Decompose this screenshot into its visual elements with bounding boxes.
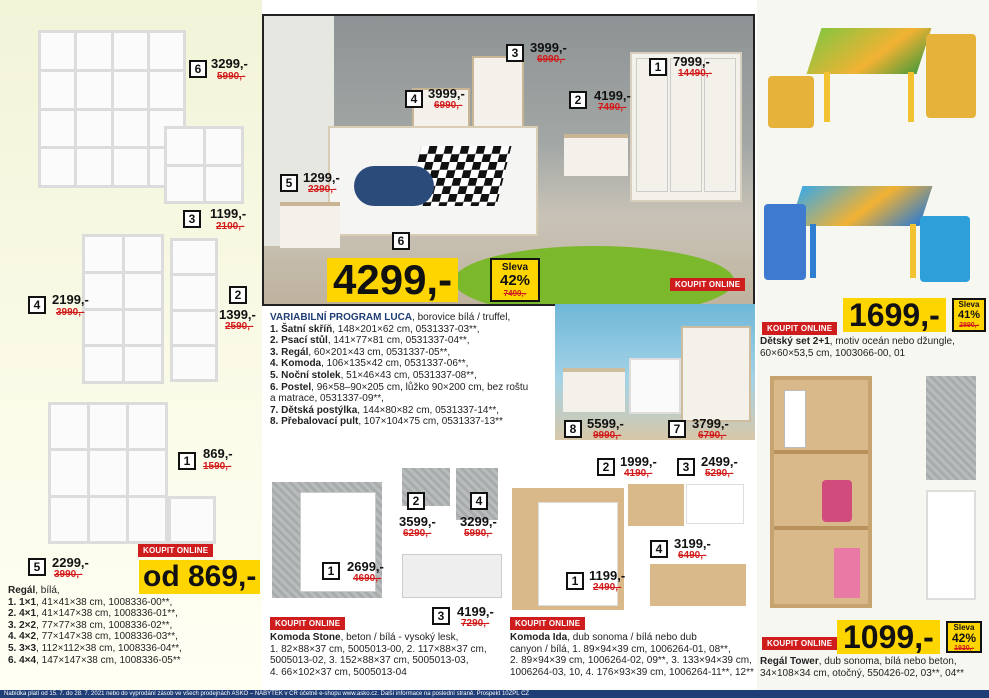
price: 3299,- [211,56,248,71]
old-price: 2100,- [216,221,245,232]
kids-set-ocean-image [762,180,984,298]
discount-badge: Sleva 41% 2890,- [952,298,986,332]
item-number: 5 [28,558,46,576]
item-number: 1 [649,58,667,76]
discount-badge: Sleva 42% 7490,- [490,258,540,302]
price: 1199,- [210,206,247,221]
item-number: 3 [677,458,695,476]
regal-description: Regál, bílá, 1. 1×1, 41×41×38 cm, 1008336-00**, 2. 4×1, 41×147×38 cm, 1008336-01**, 3. 2×2, 77×77×38 cm, 1008336-02**, 4. 4×2, 77×147×38 cm, 1008336-03**, 5. 3×3, 112×112×38 cm, 1008336-04**, 6. 4×4, 147×147×38 cm, 1008336-05** [8,585,182,666]
shelf-4x2-image [82,234,164,384]
item-number: 5 [280,174,298,192]
old-price: 5990,- [464,528,493,539]
buy-online-button[interactable]: KOUPIT ONLINE [270,617,345,630]
price: 1399,- [219,307,256,322]
kids-set-jungle-image [762,14,984,142]
shelf-1x1-image [168,496,216,544]
komoda-ida-description: Komoda Ida, dub sonoma / bílá nebo dub canyon / bílá, 1. 89×94×39 cm, 1006264-01, 08**, 2. 89×94×39 cm, 1006264-02, 09**, 3. 133×94×39 cm, 1006264-03, 10, 4. 176×93×39 cm, 1006264-11**, 12** [510,632,754,678]
item-number: 4 [470,492,488,510]
item-number: 3 [183,210,201,228]
old-price: 6290,- [403,528,432,539]
price: 2699,- [347,559,384,574]
item-number: 2 [597,458,615,476]
price: 3299,- [460,514,497,529]
item-number: 7 [668,420,686,438]
price: 2199,- [52,292,89,307]
price: 3199,- [674,536,711,551]
price: 1299,- [303,170,340,185]
old-price: 7290,- [461,618,490,629]
price: 3999,- [530,40,567,55]
price: 3999,- [428,86,465,101]
kids-set-description: Dětský set 2+1, motiv oceán nebo džungle, 60×60×53,5 cm, 1003066-00, 01 [760,336,955,359]
price: 2499,- [701,454,738,469]
price: 7999,- [673,54,710,69]
buy-online-button[interactable]: KOUPIT ONLINE [762,637,837,650]
price: 1999,- [620,454,657,469]
buy-online-button[interactable]: KOUPIT ONLINE [510,617,585,630]
item-number: 3 [432,607,450,625]
price: 2299,- [52,555,89,570]
old-price: 5990,- [217,71,246,82]
price: 869,- [203,446,233,461]
item-number: 6 [392,232,410,250]
tower-shelf-concrete-image [926,376,976,480]
from-price: od 869,- [139,560,260,594]
item-number: 6 [189,60,207,78]
item-number: 2 [407,492,425,510]
old-price: 6490,- [678,550,707,561]
old-price: 6790,- [698,430,727,441]
old-price: 14490,- [678,68,712,79]
shelf-3x3-image [48,402,168,544]
old-price: 6990,- [434,100,463,111]
tower-shelf-oak-image [770,376,872,608]
tower-shelf-white-image [926,490,976,600]
item-number: 2 [229,286,247,304]
old-price: 3990,- [56,307,85,318]
old-price: 5290,- [705,468,734,479]
item-number: 1 [178,452,196,470]
buy-online-button[interactable]: KOUPIT ONLINE [670,278,745,291]
discount-badge: Sleva 42% 1920,- [946,621,982,653]
old-price: 2490,- [593,582,622,593]
buy-online-button[interactable]: KOUPIT ONLINE [138,544,213,557]
price: 4199,- [457,604,494,619]
old-price: 4690,- [353,573,382,584]
item-number: 3 [506,44,524,62]
tower-price: 1099,- [837,620,940,654]
old-price: 1590,- [203,461,232,472]
price: 4199,- [594,88,631,103]
item-number: 4 [405,90,423,108]
old-price: 2590,- [225,321,254,332]
item-number: 8 [564,420,582,438]
kids-set-price: 1699,- [843,298,946,332]
old-price: 7490,- [598,102,627,113]
item-number: 4 [28,296,46,314]
old-price: 4190,- [624,468,653,479]
old-price: 9990,- [593,430,622,441]
shelf-4x1-image [170,238,218,382]
buy-online-button[interactable]: KOUPIT ONLINE [762,322,837,335]
komoda-stone-description: Komoda Stone, beton / bílá - vysoký lesk, 1. 82×88×37 cm, 5005013-00, 2. 117×88×37 cm, 5005013-02, 3. 152×88×37 cm, 5005013-03, 4. 66×102×37 cm, 5005013-04 [270,632,487,678]
luca-description: VARIABILNÍ PROGRAM LUCA, borovice bílá / truffel, 1. Šatní skříň, 148×201×62 cm, 0531337-03**, 2. Psací stůl, 141×77×81 cm, 0531337-04**, 3. Regál, 60×201×43 cm, 0531337-05**, 4. Komoda, 106×135×42 cm, 0531337-06**, 5. Noční stolek, 51×46×43 cm, 0531337-08**, 6. Postel, 96×58–90×205 cm, lůžko 90×200 cm, bez roštu a matrace, 0531337-09**, 7. Dětská postýlka, 144×80×82 cm, 0531337-14**, 8. Přebalovací pult, 107×104×75 cm, 0531337-13** [270,312,529,428]
old-price: 2390,- [308,184,337,195]
old-price: 3990,- [54,569,83,580]
komoda-stone-image [270,468,508,610]
price: 1199,- [589,568,626,583]
item-number: 4 [650,540,668,558]
tower-description: Regál Tower, dub sonoma, bílá nebo beton, 34×108×34 cm, otočný, 550426-02, 03**, 04** [760,656,965,679]
old-price: 6990,- [537,54,566,65]
item-number: 1 [322,562,340,580]
price: 3599,- [399,514,436,529]
luca-bed-price: 4299,- [327,258,458,302]
legal-footer: Nabídka platí od 15. 7. do 28. 7. 2021 nebo do vyprodání zásob ve všech prodejnách ASKO – NÁBYTEK v ČR účetně e-shopu www.asko.cz. Další informace na poslední straně. Prospekt 10ZPL CZ [0,690,989,698]
price: 3799,- [692,416,729,431]
item-number: 1 [566,572,584,590]
item-number: 2 [569,91,587,109]
price: 5599,- [587,416,624,431]
shelf-2x2-image [164,126,244,204]
